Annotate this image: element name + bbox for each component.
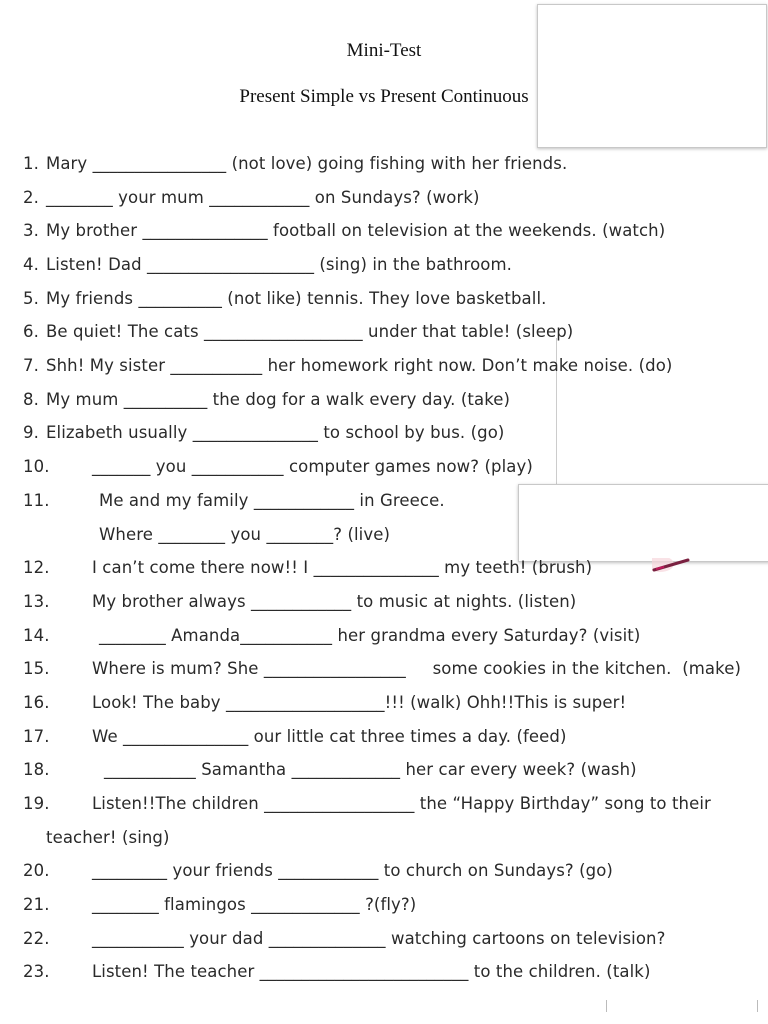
exercise-text: Where is mum? She _________________ some cookies in the kitchen. (make) xyxy=(92,659,741,678)
worksheet-subtitle: Present Simple vs Present Continuous xyxy=(239,86,529,107)
exercise-text: Where ________ you ________? (live) xyxy=(99,525,391,544)
exercise-number: 22. xyxy=(23,929,50,948)
exercise-text: _________ your friends ____________ to church on Sundays? (go) xyxy=(92,861,613,880)
pen-icon xyxy=(652,558,692,572)
blank-overlay-top xyxy=(537,4,767,148)
exercise-number: 11. xyxy=(23,491,50,510)
page-edge-fragment xyxy=(606,1000,758,1012)
worksheet-title: Mini-Test xyxy=(346,40,422,61)
exercise-number: 18. xyxy=(23,760,50,779)
exercise-number: 23. xyxy=(23,962,50,981)
exercise-number: 8. xyxy=(23,390,39,409)
exercise-number: 2. xyxy=(23,188,39,207)
exercise-number: 14. xyxy=(23,626,50,645)
exercise-text: Listen! Dad ____________________ (sing) in the bathroom. xyxy=(46,255,512,274)
exercise-text: ________ Amanda___________ her grandma every Saturday? (visit) xyxy=(99,626,641,645)
exercise-text: Mary ________________ (not love) going fishing with her friends. xyxy=(46,154,568,173)
exercise-text: Elizabeth usually _______________ to school by bus. (go) xyxy=(46,423,505,442)
exercise-text: My brother always ____________ to music at nights. (listen) xyxy=(92,592,577,611)
exercise-number: 5. xyxy=(23,289,39,308)
exercise-text: My friends __________ (not like) tennis. They love basketball. xyxy=(46,289,547,308)
exercise-text: teacher! (sing) xyxy=(46,828,170,847)
exercise-text: Listen! The teacher _________________________ to the children. (talk) xyxy=(92,962,651,981)
exercise-number: 19. xyxy=(23,794,50,813)
exercise-number: 3. xyxy=(23,221,39,240)
exercise-text: ________ flamingos _____________ ?(fly?) xyxy=(92,895,417,914)
exercise-text: We _______________ our little cat three times a day. (feed) xyxy=(92,727,567,746)
exercise-text: Me and my family ____________ in Greece. xyxy=(99,491,445,510)
exercise-number: 13. xyxy=(23,592,50,611)
exercise-number: 4. xyxy=(23,255,39,274)
exercise-text: ___________ Samantha _____________ her car every week? (wash) xyxy=(104,760,637,779)
exercise-text: I can’t come there now!! I _______________ my teeth! (brush) xyxy=(92,558,593,577)
exercise-text: ________ your mum ____________ on Sundays? (work) xyxy=(46,188,480,207)
exercise-text: ___________ your dad ______________ watching cartoons on television? xyxy=(92,929,666,948)
exercise-text: My mum __________ the dog for a walk every day. (take) xyxy=(46,390,511,409)
exercise-number: 20. xyxy=(23,861,50,880)
exercise-text: My brother _______________ football on television at the weekends. (watch) xyxy=(46,221,666,240)
exercise-text: Be quiet! The cats ___________________ under that table! (sleep) xyxy=(46,322,574,341)
exercise-number: 6. xyxy=(23,322,39,341)
exercise-number: 10. xyxy=(23,457,50,476)
exercise-text: Listen!!The children __________________ the “Happy Birthday” song to their xyxy=(92,794,711,813)
exercise-text: Shh! My sister ___________ her homework right now. Don’t make noise. (do) xyxy=(46,356,673,375)
exercise-number: 7. xyxy=(23,356,39,375)
exercise-number: 21. xyxy=(23,895,50,914)
exercise-number: 16. xyxy=(23,693,50,712)
exercise-number: 15. xyxy=(23,659,50,678)
exercise-number: 12. xyxy=(23,558,50,577)
exercise-number: 9. xyxy=(23,423,39,442)
exercise-text: _______ you ___________ computer games now? (play) xyxy=(92,457,533,476)
exercise-number: 1. xyxy=(23,154,39,173)
exercise-text: Look! The baby ___________________!!! (walk) Ohh!!This is super! xyxy=(92,693,627,712)
exercise-number: 17. xyxy=(23,727,50,746)
